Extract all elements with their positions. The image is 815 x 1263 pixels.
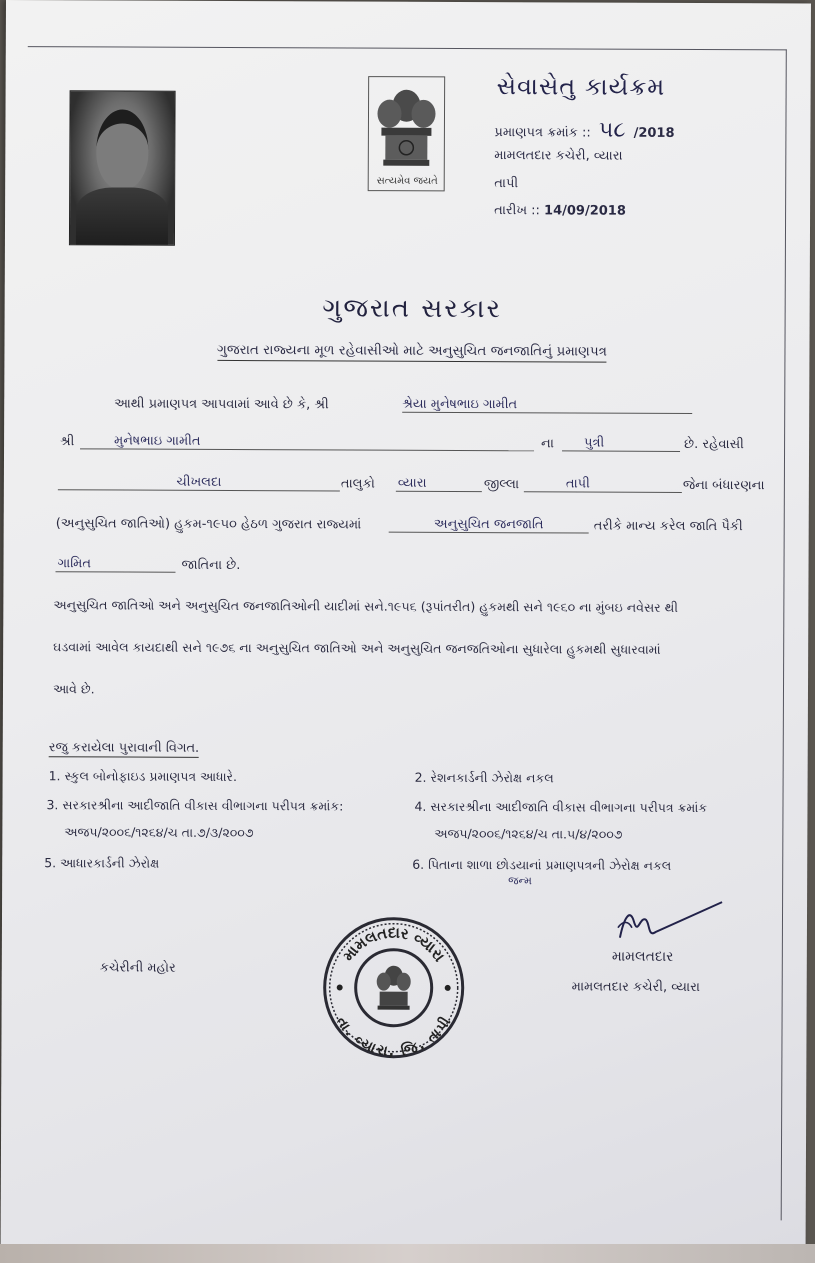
evidence-item-2: 2. રેશનકાર્ડની ઝેરોક્ષ નકલ xyxy=(414,769,554,786)
village-value: ચીખલદા xyxy=(58,474,340,491)
caste-value: ગામિત xyxy=(56,556,176,573)
certificate-number-row xyxy=(494,117,674,143)
program-title: સેવાસેતુ કાર્યક્રમ xyxy=(496,72,666,101)
certificate-number-label: પ્રમાણપત્ર ક્રમાંક :: xyxy=(494,125,591,141)
office-seal-stamp xyxy=(321,915,466,1060)
recognized-text: તરીકે માન્ય કરેલ જાતિ પૈકી xyxy=(593,518,743,535)
district-label: જીલ્લા xyxy=(483,477,520,493)
evidence-item-6-handwritten: જન્મ xyxy=(508,874,532,888)
photo-face xyxy=(96,109,148,189)
certificate-number-handwritten: ૫૮ xyxy=(598,117,626,143)
evidence-heading: રજુ કરાયેલા પુરાવાની વિગત. xyxy=(48,740,200,756)
background-surface xyxy=(0,1244,815,1263)
signature-mark xyxy=(610,898,728,955)
evidence-item-6: 6. પિતાના શાળા છોડયાનાં પ્રમાણપત્રની ઝેરોક્ષ નકલ xyxy=(412,856,672,873)
district-value: તાપી xyxy=(524,476,682,493)
na-label: ના xyxy=(541,436,554,452)
evidence-item-3-ref: અજપ/૨૦૦૬/૧૨૬૪/ચ તા.૭/૩/૨૦૦૭ xyxy=(64,824,254,841)
paragraph-line-1: અનુસુચિત જાતિઓ અને અનુસુચિત જનજાતિઓની યાદીમાં સને.૧૯૫૬ (રૂપાંતરીત) હુકમથી સને ૧૯૬૦ ના મુંબઇ નવેસર થી xyxy=(53,597,678,615)
evidence-item-5: 5. આધારકાર્ડની ઝેરોક્ષ xyxy=(44,855,160,871)
shri-label: શ્રી xyxy=(60,434,75,450)
evidence-item-4: 4. સરકારશ્રીના આદીજાતિ વીકાસ વીભાગના પરીપત્ર ક્રમાંક xyxy=(414,798,708,816)
evidence-item-3: 3. સરકારશ્રીના આદીજાતિ વીકાસ વીભાગના પરીપત્ર ક્રમાંક: xyxy=(46,797,344,814)
category-value: અનુસુચિત જનજાતિ xyxy=(389,517,589,534)
taluka-label: તાલુકો xyxy=(340,476,375,492)
national-emblem-icon xyxy=(367,76,446,192)
date-label: તારીખ :: xyxy=(494,203,540,219)
order-text: (અનુસુચિત જાતિઓ) હુકમ-૧૯૫૦ હેઠળ ગુજરાત રાજ્યમાં xyxy=(55,516,362,533)
page-title: ગુજરાત સરકાર xyxy=(322,293,503,325)
certificate-number-year: /2018 xyxy=(633,125,675,141)
emblem-motto: સત્યમેવ જયતે xyxy=(376,175,438,187)
district-name: તાપી xyxy=(494,176,519,192)
applicant-name: શ્રેયા મુનેષભાઇ ગામીત xyxy=(402,397,692,414)
seal-top-text: મામલતદાર વ્યારા xyxy=(339,923,449,966)
photo-shoulders xyxy=(76,187,168,244)
applicant-photo xyxy=(69,90,176,245)
relation-value: પુત્રી xyxy=(562,435,680,452)
office-name: મામલતદાર કચેરી, વ્યારા xyxy=(494,148,623,164)
taluka-value: વ્યારા xyxy=(396,476,482,492)
father-name: મુનેષભાઇ ગામીત xyxy=(80,433,534,451)
paragraph-line-2: ઘડવામાં આવેલ કાયદાથી સને ૧૯૭૬ ના અનુસુચિત જાતિઓ અને અનુસુચિત જનજતિઓના સુધારેલા હુકમથી સુધારવામાં xyxy=(53,639,661,657)
paragraph-line-3: આવે છે. xyxy=(52,681,95,697)
seal-bottom-text: તા. વ્યારા, જિ. તાપી xyxy=(332,1014,455,1060)
constitution-label: જેના બંધારણના xyxy=(682,477,765,494)
svg-text:તા. વ્યારા, જિ. તાપી xyxy=(333,1014,454,1060)
evidence-item-1: 1. સ્કુલ બોનોફાઇડ પ્રમાણપત્ર આધારે. xyxy=(48,768,238,785)
office-seal-label: કચેરીની મહોર xyxy=(99,960,176,976)
date-row xyxy=(494,203,626,219)
intro-text: આથી પ્રમાણપત્ર આપવામાં આવે છે કે, શ્રી xyxy=(114,396,329,413)
caste-suffix: જાતિના છે. xyxy=(181,557,241,574)
signatory-title: મામલતદાર xyxy=(611,948,674,965)
page-subtitle-text: ગુજરાત રાજ્યના મૂળ રહેવાસીઓ માટે અનુસુચિત જનજાતિનું પ્રમાણપત્ર xyxy=(217,342,607,363)
evidence-item-4-ref: અજપ/૨૦૦૬/૧૨૬૪/ચ તા.૫/૪/૨૦૦૭ xyxy=(434,825,623,842)
document-sheet xyxy=(1,0,811,1252)
signatory-office: મામલતદાર કચેરી, વ્યારા xyxy=(571,979,701,996)
resident-label: છે. રહેવાસી xyxy=(684,436,744,453)
date-value: 14/09/2018 xyxy=(544,203,626,219)
